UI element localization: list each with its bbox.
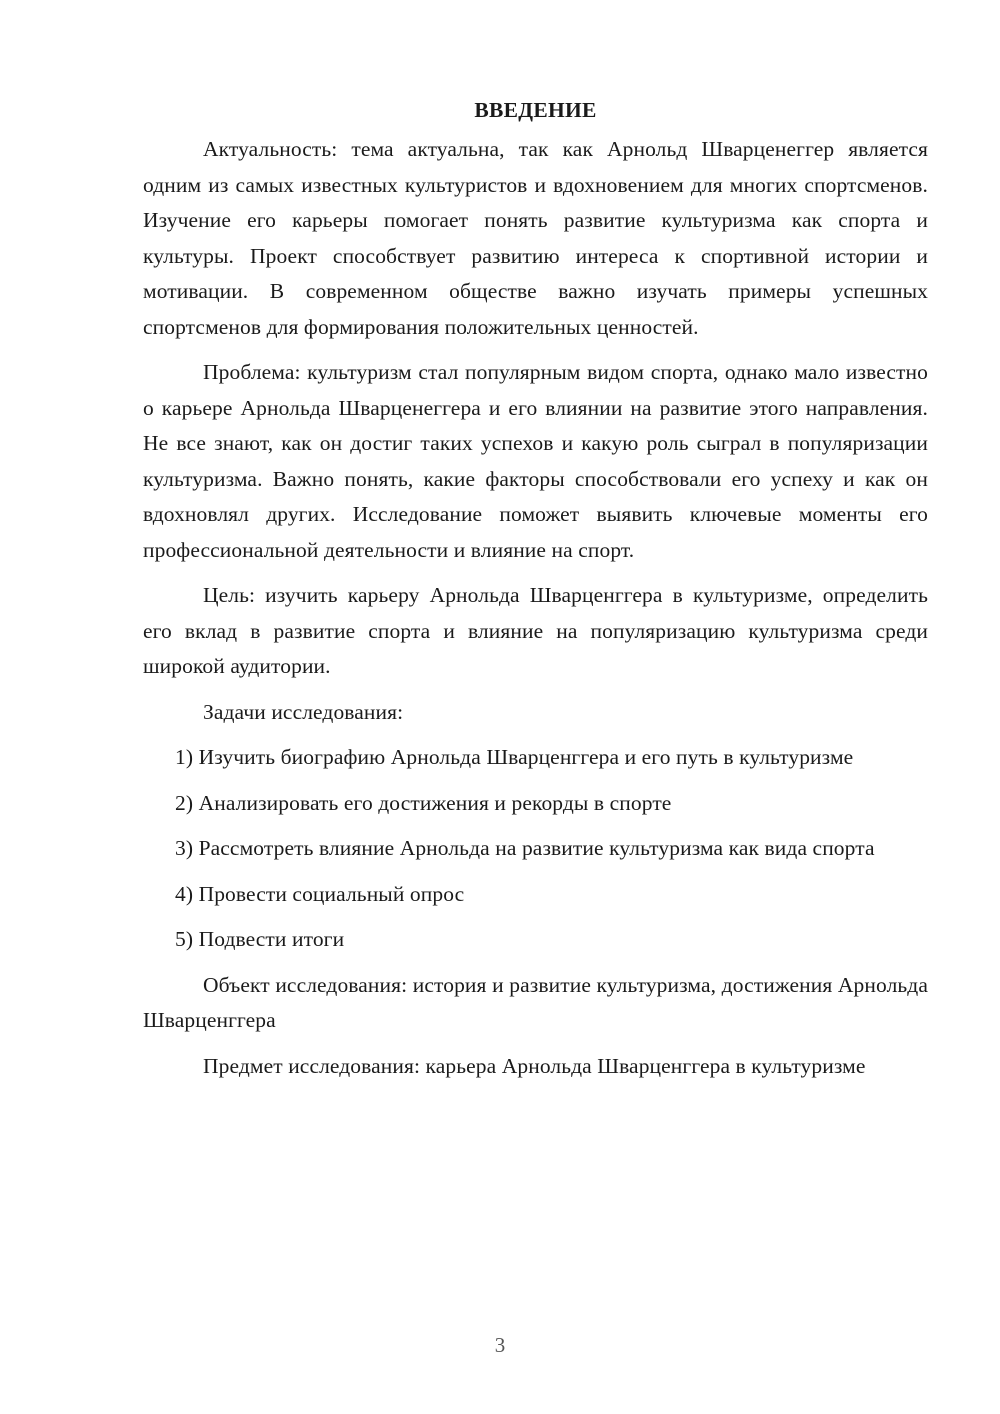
- task-item: 5) Подвести итоги: [175, 927, 345, 951]
- tasks-list: [143, 740, 928, 958]
- problem-paragraph: Проблема: культуризм стал популярным видом спорта, однако мало известно о карьере Арнольда Шварценеггера и его влиянии на развитие этого направления. Не все знают, как он достиг таких успехов и какую роль сыграл в популяризации культуризма. Важно понять, какие факторы способствовали его успеху и как он вдохновлял других. Исследование поможет выявить ключевые моменты его профессиональной деятельности и влияние на спорт.: [143, 360, 928, 562]
- task-item: 3) Рассмотреть влияние Арнольда на развитие культуризма как вида спорта: [175, 836, 875, 860]
- subject-paragraph: Предмет исследования: карьера Арнольда Шварценггера в культуризме: [203, 1053, 866, 1078]
- task-item: 1) Изучить биографию Арнольда Шварценггера и его путь в культуризме: [175, 745, 854, 769]
- relevance-paragraph: Актуальность: тема актуальна, так как Арнольд Шварценеггер является одним из самых известных культуристов и вдохновением для многих спортсменов. Изучение его карьеры помогает понять развитие культуризма как спорта и культуры. Проект способствует развитию интереса к спортивной истории и мотивации. В современном обществе важно изучать примеры успешных спортсменов для формирования положительных ценностей.: [143, 137, 928, 339]
- goal-paragraph: Цель: изучить карьеру Арнольда Шварценггера в культуризме, определить его вклад в развитие спорта и влияние на популяризацию культуризма среди широкой аудитории.: [143, 583, 928, 678]
- tasks-heading: Задачи исследования:: [203, 699, 404, 724]
- section-title: ВВЕДЕНИЕ: [474, 98, 597, 122]
- object-paragraph: Объект исследования: история и развитие культуризма, достижения Арнольда Шварценггера: [143, 972, 928, 1032]
- document-body: [143, 92, 928, 1094]
- page-number: 3: [494, 1333, 506, 1357]
- task-item: 2) Анализировать его достижения и рекорды в спорте: [175, 790, 672, 815]
- task-item: 4) Провести социальный опрос: [175, 881, 465, 906]
